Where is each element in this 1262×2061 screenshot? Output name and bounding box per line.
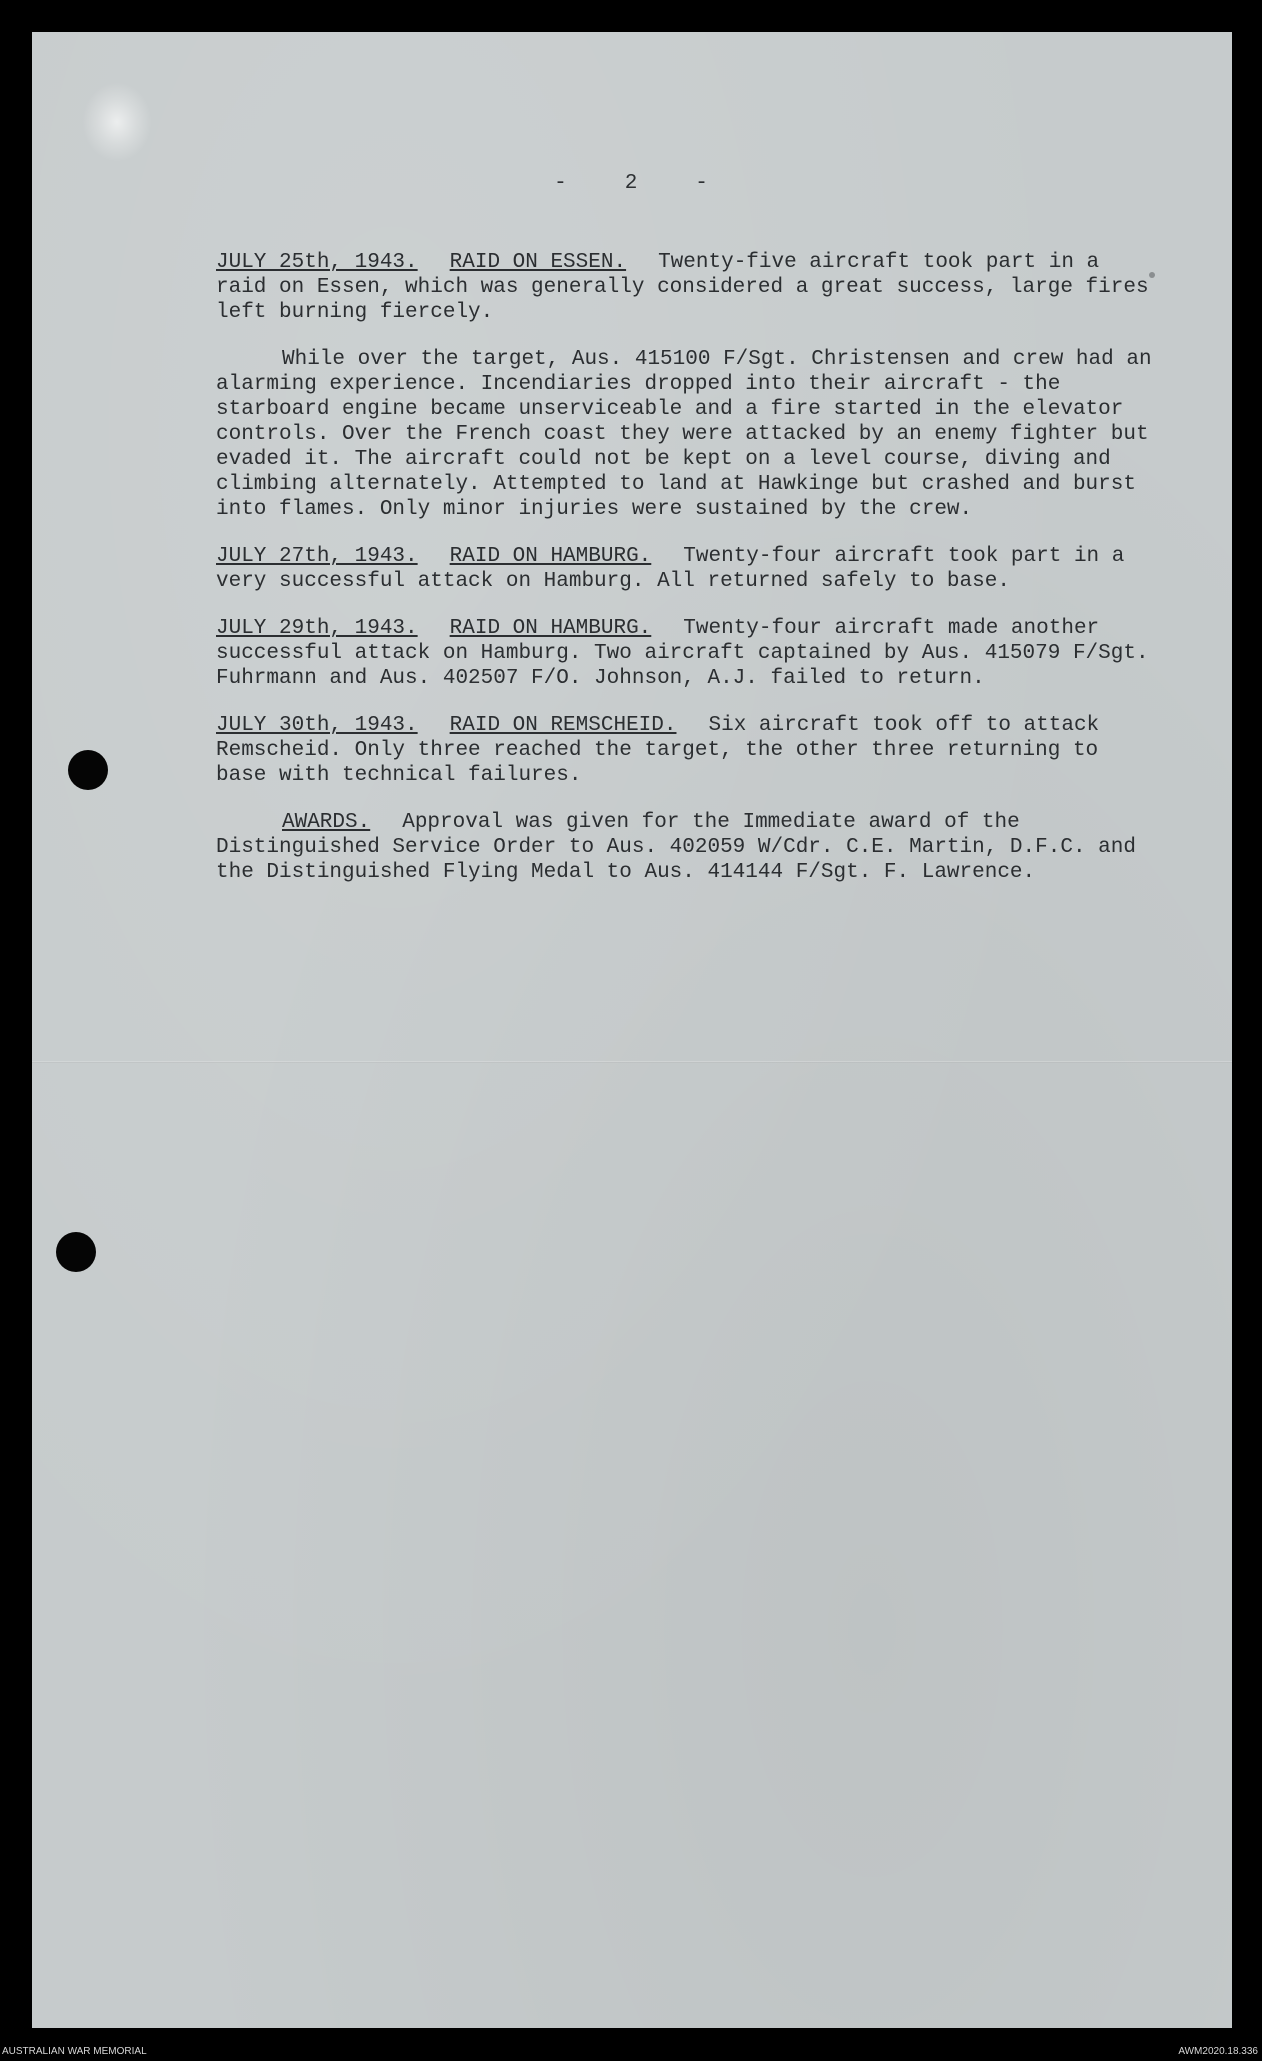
punch-hole-bottom: [56, 1232, 96, 1272]
entry-remscheid: [216, 713, 1156, 788]
entry-date: JULY 25th, 1943.: [216, 251, 418, 274]
incident-paragraph: [216, 347, 1156, 522]
entry-text: Twenty-five aircraft took part in a raid on Essen, which was generally considered a great success, large fires left burning fiercely.: [216, 251, 1149, 324]
paper-stain: [82, 82, 152, 162]
entry-essen: [216, 250, 1156, 325]
entry-text: Twenty-four aircraft made another successful attack on Hamburg. Two aircraft captained by Aus. 415079 F/Sgt. Fuhrmann and Aus. 402507 F/O. Johnson, A.J. failed to return.: [216, 617, 1149, 690]
awards-paragraph: [216, 810, 1156, 885]
footer-reference: AWM2020.18.336: [1178, 2046, 1258, 2057]
entry-text: Twenty-four aircraft took part in a very successful attack on Hamburg. All returned safely to base.: [216, 545, 1125, 593]
page-number-dash-left: -: [554, 172, 569, 195]
fold-line: [32, 1061, 1232, 1063]
page-number-dash-right: -: [695, 172, 710, 195]
footer-source: AUSTRALIAN WAR MEMORIAL: [2, 2046, 147, 2057]
incident-text: While over the target, Aus. 415100 F/Sgt. Christensen and crew had an alarming experience. Incendiaries dropped into their aircraft - the starboard engine became unserviceable and a fire started in the elevator controls. Over the French coast they were attacked by an enemy fighter but evaded it. The aircraft could not be kept on a level course, diving and climbing alternately. Attempted to land at Hawkinge but crashed and burst into flames. Only minor injuries were sustained by the crew.: [216, 348, 1152, 521]
page-number: [32, 172, 1232, 195]
entry-hamburg-27: [216, 544, 1156, 594]
awards-text: Approval was given for the Immediate award of the Distinguished Service Order to Aus. 402059 W/Cdr. C.E. Martin, D.F.C. and the Distinguished Flying Medal to Aus. 414144 F/Sgt. F. Lawrence.: [216, 811, 1136, 884]
page-number-value: 2: [624, 172, 640, 195]
document-body: [216, 250, 1156, 907]
entry-date: JULY 30th, 1943.: [216, 714, 418, 737]
entry-heading: RAID ON HAMBURG.: [449, 617, 652, 640]
entry-date: JULY 29th, 1943.: [216, 617, 418, 640]
awards-heading: AWARDS.: [282, 811, 371, 834]
entry-text: Six aircraft took off to attack Remscheid. Only three reached the target, the other three returning to base with technical failures.: [216, 714, 1100, 787]
entry-date: JULY 27th, 1943.: [216, 545, 418, 568]
document-page: [32, 32, 1232, 2028]
entry-heading: RAID ON ESSEN.: [449, 251, 627, 274]
punch-hole-top: [68, 750, 108, 790]
entry-hamburg-29: [216, 616, 1156, 691]
entry-heading: RAID ON REMSCHEID.: [449, 714, 677, 737]
entry-heading: RAID ON HAMBURG.: [449, 545, 652, 568]
